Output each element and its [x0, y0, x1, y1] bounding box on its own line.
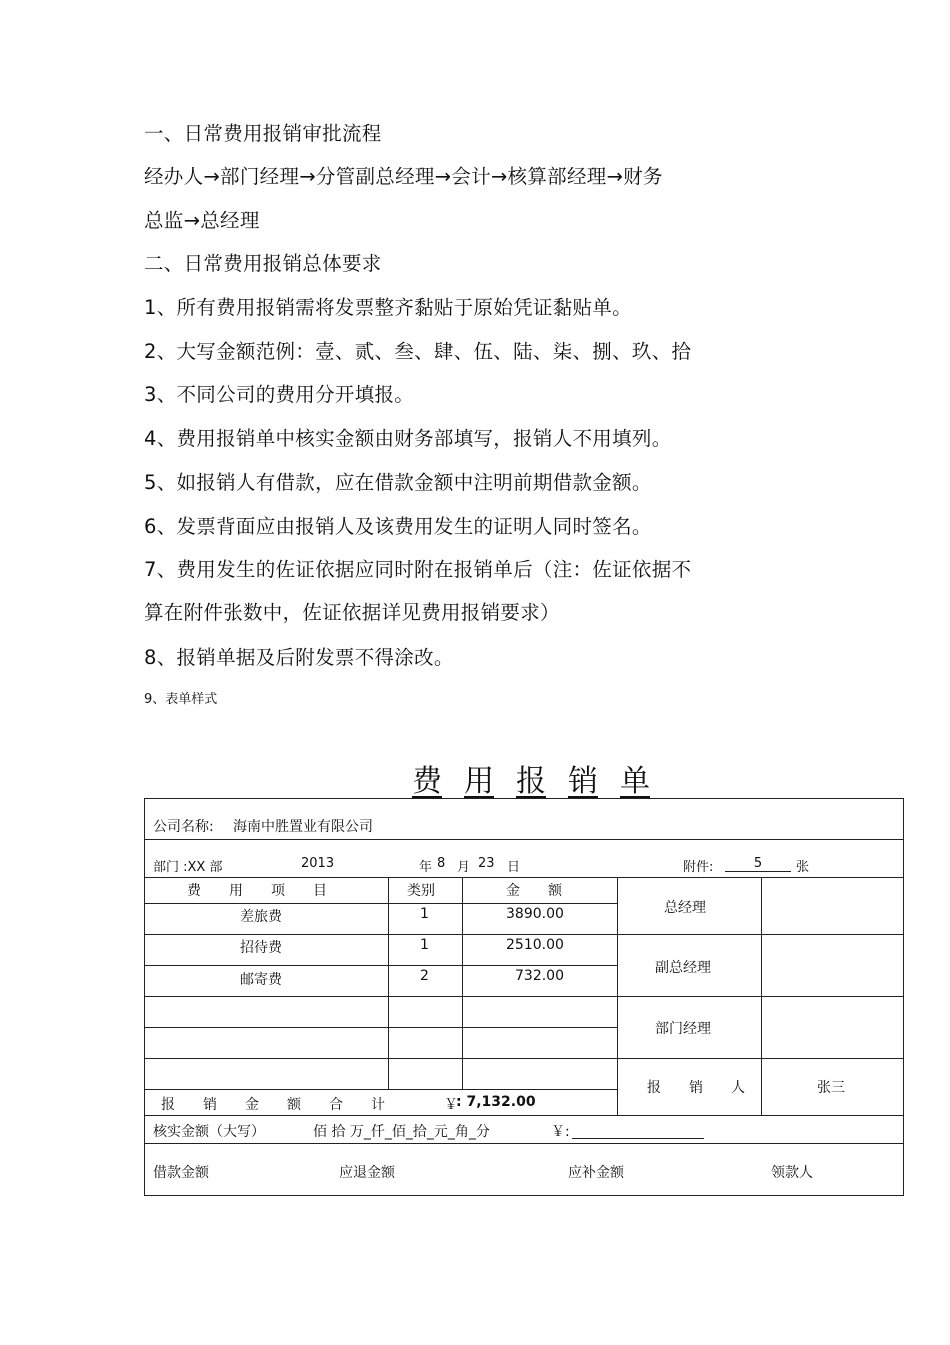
rule-item: 7、费用发生的佐证依据应同时附在报销单后（注：佐证依据不: [144, 558, 692, 581]
claimant-label: 报 销 人: [647, 1080, 745, 1096]
rule-item: 算在附件张数中，佐证依据详见费用报销要求）: [144, 601, 560, 624]
approval-flow-line2: 总监→总经理: [144, 209, 260, 232]
form-title: [412, 756, 650, 800]
approval-flow-line1: 经办人→部门经理→分管副总经理→会计→核算部经理→财务: [144, 165, 663, 188]
header-item: 费 用 项 目: [187, 883, 327, 899]
recipient-label: 领款人: [771, 1165, 813, 1181]
row-item: 差旅费: [240, 909, 282, 925]
form-title-char: 报: [516, 764, 546, 799]
attachment-count: 5: [725, 856, 791, 872]
supplement-amount-label: 应补金额: [568, 1165, 624, 1181]
total-amount: : 7,132.00: [456, 1094, 536, 1110]
loan-amount-label: 借款金额: [153, 1165, 209, 1181]
form-divider: [145, 1089, 617, 1090]
verified-amount-label: 核实金额（大写）: [153, 1124, 265, 1140]
form-title-char: 单: [620, 764, 650, 799]
form-divider: [761, 877, 762, 1115]
rule-item: 8、报销单据及后附发票不得涂改。: [144, 646, 454, 669]
row-category: 2: [420, 968, 429, 984]
total-label: 报 销 金 额 合 计: [161, 1097, 385, 1113]
rule-item: 5、如报销人有借款，应在借款金额中注明前期借款金额。: [144, 471, 652, 494]
form-divider: [617, 877, 618, 1115]
row-item: 邮寄费: [240, 972, 282, 988]
form-title-char: 费: [412, 764, 442, 799]
verified-amount-field: [572, 1138, 704, 1139]
form-title-char: 销: [568, 764, 598, 799]
section1-title: 一、日常费用报销审批流程: [144, 122, 382, 145]
form-divider: [145, 965, 617, 966]
approval-general-manager: 总经理: [664, 900, 706, 916]
verified-amount-units: 佰 拾 万_仟_佰_拾_元_角_分: [313, 1124, 490, 1140]
form-year: 2013: [301, 856, 335, 871]
header-category: 类别: [407, 883, 435, 899]
attachment-count-field: [725, 856, 791, 872]
department-label: 部门 :XX 部: [153, 860, 223, 875]
form-divider: [145, 1058, 903, 1059]
form-divider: [145, 1115, 903, 1116]
form-divider: [388, 877, 389, 1089]
rule-item: 2、大写金额范例：壹、贰、叁、肆、伍、陆、柒、捌、玖、拾: [144, 340, 692, 363]
form-divider: [145, 839, 903, 840]
claimant-name: 张三: [817, 1080, 845, 1096]
attachment-label: 附件:: [683, 860, 714, 875]
rule-item: 4、费用报销单中核实金额由财务部填写，报销人不用填列。: [144, 427, 672, 450]
form-divider: [145, 1143, 903, 1144]
form-divider: [145, 877, 903, 878]
month-unit: 月: [457, 860, 471, 875]
form-title-char: 用: [464, 764, 494, 799]
approval-department-manager: 部门经理: [655, 1021, 711, 1037]
form-divider: [145, 996, 903, 997]
form-divider: [145, 903, 617, 904]
row-amount: 732.00: [515, 968, 564, 984]
company-name: 海南中胜置业有限公司: [233, 819, 373, 835]
day-unit: 日: [507, 860, 521, 875]
expense-form: [144, 798, 904, 1196]
row-category: 1: [420, 906, 429, 922]
form-divider: [462, 877, 463, 1089]
total-currency: ￥: [444, 1097, 458, 1113]
row-item: 招待费: [240, 940, 282, 956]
attachment-unit: 张: [796, 860, 810, 875]
section2-title: 二、日常费用报销总体要求: [144, 252, 382, 275]
refund-amount-label: 应退金额: [339, 1165, 395, 1181]
form-divider: [145, 934, 903, 935]
rule-item: 6、发票背面应由报销人及该费用发生的证明人同时签名。: [144, 515, 652, 538]
rule-item: 3、不同公司的费用分开填报。: [144, 383, 415, 406]
row-amount: 2510.00: [506, 937, 564, 953]
approval-deputy-general-manager: 副总经理: [655, 960, 711, 976]
company-label: 公司名称:: [153, 819, 214, 835]
verified-amount-currency: ￥:: [551, 1124, 570, 1140]
year-unit: 年: [419, 860, 433, 875]
rule-item-form-sample: 9、表单样式: [144, 692, 218, 707]
form-month: 8: [437, 856, 446, 871]
form-day: 23: [478, 856, 495, 871]
row-amount: 3890.00: [506, 906, 564, 922]
header-amount: 金 额: [506, 883, 562, 899]
form-divider: [145, 1027, 617, 1028]
rule-item: 1、所有费用报销需将发票整齐黏贴于原始凭证黏贴单。: [144, 296, 632, 319]
row-category: 1: [420, 937, 429, 953]
